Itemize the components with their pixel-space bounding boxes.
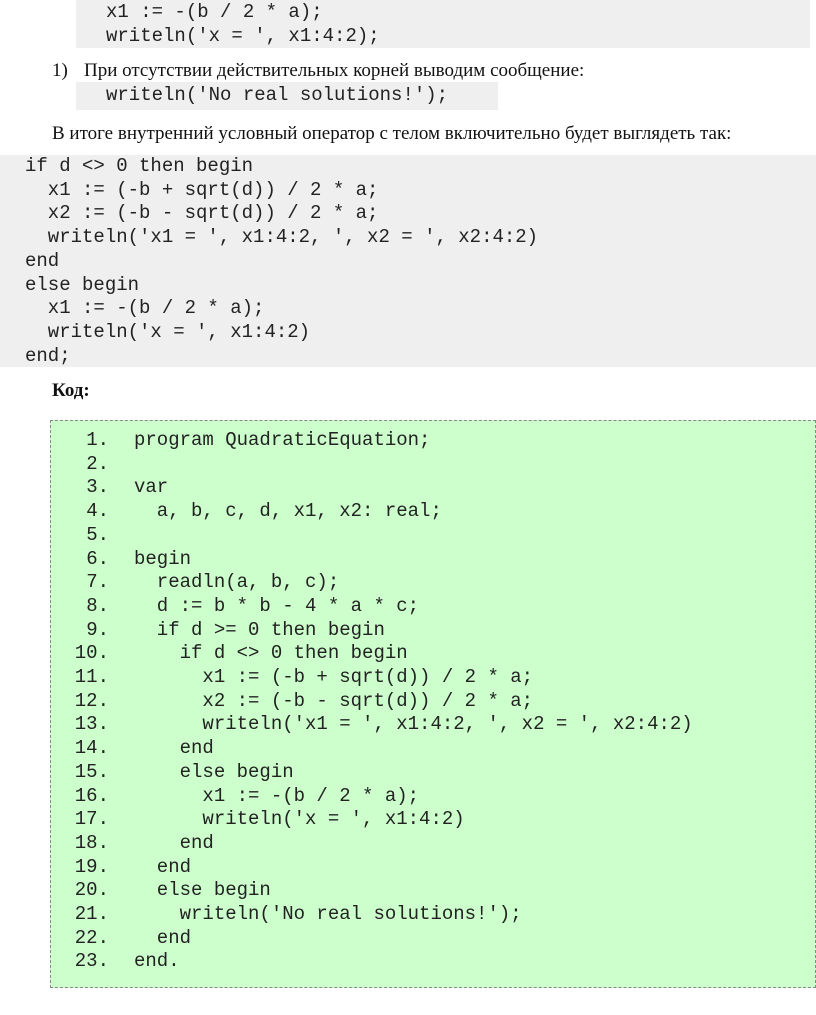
listing-row — [51, 524, 815, 548]
line-number: 1. — [86, 429, 109, 451]
line-number: 4. — [86, 500, 109, 523]
line-code: writeln('x1 = ', x1:4:2, ', x2 = ', x2:4:2) — [134, 713, 693, 736]
line-code: var — [134, 476, 169, 499]
line-number: 14. — [74, 737, 109, 760]
line-number: 13. — [74, 713, 109, 736]
listing-row — [51, 548, 815, 572]
line-code: end — [134, 737, 214, 760]
line-code: d := b * b - 4 * a * c; — [134, 594, 420, 617]
listing-row — [51, 500, 815, 524]
listing-row — [51, 453, 815, 477]
line-number: 20. — [74, 879, 109, 902]
line-code: readln(a, b, c); — [134, 571, 340, 594]
line-number: 2. — [86, 452, 109, 475]
listing-row — [51, 761, 815, 785]
code-line: x1 := (-b + sqrt(d)) / 2 * a; — [25, 178, 379, 201]
line-code: x1 := -(b / 2 * a); — [134, 784, 420, 807]
program-listing — [50, 420, 816, 988]
line-number: 22. — [74, 926, 109, 949]
top-code-block — [76, 0, 810, 48]
line-code: x1 := (-b + sqrt(d)) / 2 * a; — [134, 666, 534, 689]
line-code: else begin — [134, 879, 271, 902]
line-code: if d >= 0 then begin — [134, 618, 385, 641]
line-code — [109, 524, 134, 548]
line-number: 16. — [74, 784, 109, 807]
listing-row — [51, 476, 815, 500]
code-line: else begin — [25, 273, 140, 296]
line-number: 9. — [86, 618, 109, 641]
list-item-text: При отсутствии действительных корней выводим сообщение: — [84, 60, 585, 81]
line-number: 8. — [86, 594, 109, 617]
line-number: 10. — [74, 642, 109, 665]
line-code: begin — [134, 547, 192, 570]
listing-row — [51, 690, 815, 714]
listing-row — [51, 808, 815, 832]
code-line: writeln('x1 = ', x1:4:2, ', x2 = ', x2:4:2) — [25, 226, 539, 249]
line-code: if d <> 0 then begin — [134, 642, 408, 665]
listing-row — [51, 642, 815, 666]
line-number: 19. — [74, 855, 109, 878]
line-code: writeln('No real solutions!'); — [134, 903, 522, 926]
listing-row — [51, 903, 815, 927]
listing-row — [51, 950, 815, 974]
inline-code-block: writeln('No real solutions!'); — [76, 82, 498, 110]
line-code: program QuadraticEquation; — [134, 429, 431, 451]
code-line: writeln('x = ', x1:4:2) — [25, 320, 311, 343]
listing-row — [51, 595, 815, 619]
listing-row — [51, 571, 815, 595]
code-heading: Код: — [52, 380, 90, 401]
code-line: end — [25, 249, 60, 272]
line-code: end — [134, 831, 214, 854]
listing-row — [51, 429, 815, 453]
code-line: writeln('x = ', x1:4:2); — [106, 25, 380, 47]
line-code: end — [134, 926, 192, 949]
line-number: 7. — [86, 571, 109, 594]
listing-row — [51, 713, 815, 737]
code-line: if d <> 0 then begin — [25, 155, 254, 177]
line-number: 18. — [74, 831, 109, 854]
listing-row — [51, 856, 815, 880]
line-number: 12. — [74, 689, 109, 712]
line-code: end. — [134, 950, 180, 973]
line-number: 5. — [86, 523, 109, 546]
line-code: x2 := (-b - sqrt(d)) / 2 * a; — [134, 689, 534, 712]
line-number: 17. — [74, 808, 109, 831]
listing-row — [51, 927, 815, 951]
code-line: end; — [25, 344, 71, 367]
line-code: end — [134, 855, 192, 878]
line-number: 3. — [86, 476, 109, 499]
listing-row — [51, 785, 815, 809]
list-item-number: 1) — [52, 60, 68, 81]
code-line: x1 := -(b / 2 * a); — [106, 1, 323, 23]
line-number: 11. — [74, 666, 109, 689]
code-line: x2 := (-b - sqrt(d)) / 2 * a; — [25, 202, 379, 225]
line-code — [109, 453, 134, 477]
line-code: a, b, c, d, x1, x2: real; — [134, 500, 442, 523]
line-number: 21. — [74, 903, 109, 926]
line-number: 15. — [74, 760, 109, 783]
summary-paragraph: В итоге внутренний условный оператор с телом включительно будет выглядеть так: — [52, 123, 732, 144]
listing-row — [51, 666, 815, 690]
line-code: else begin — [134, 760, 294, 783]
code-line: x1 := -(b / 2 * a); — [25, 297, 265, 320]
list-item — [52, 58, 584, 84]
line-number: 23. — [74, 950, 109, 973]
listing-row — [51, 879, 815, 903]
line-code: writeln('x = ', x1:4:2) — [134, 808, 465, 831]
line-number: 6. — [86, 547, 109, 570]
listing-row — [51, 619, 815, 643]
conditional-code-block — [0, 155, 816, 367]
listing-row — [51, 832, 815, 856]
listing-row — [51, 737, 815, 761]
